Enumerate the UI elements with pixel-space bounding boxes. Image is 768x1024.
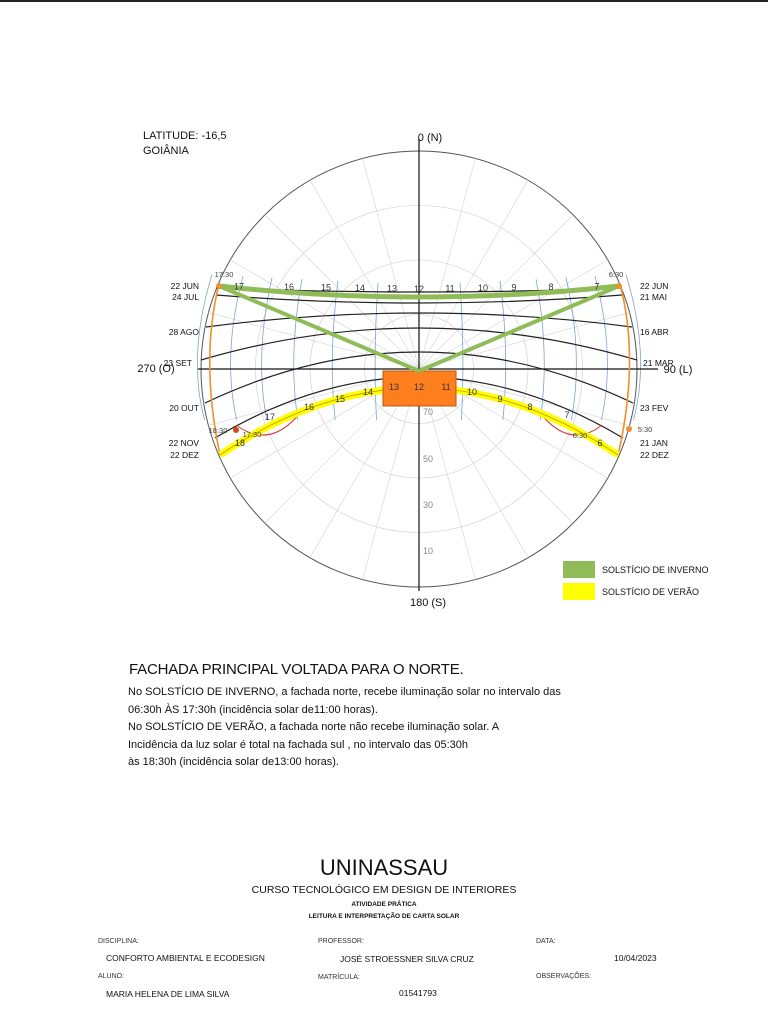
altitude-label: 10	[422, 546, 434, 556]
text-line: 06:30h ÀS 17:30h (incidência solar de11:00 horas).	[128, 703, 378, 716]
hour-label-bottom: 7	[564, 410, 570, 420]
hour-line	[595, 276, 607, 420]
compass-north: 0 (N)	[417, 132, 443, 144]
date-label-left: 24 JUL	[172, 292, 199, 302]
professor-label: PROFESSOR:	[318, 938, 364, 945]
azimuth-line	[419, 313, 630, 369]
altitude-label: 50	[422, 454, 434, 464]
text-line: às 18:30h (incidência solar de13:00 horas).	[128, 756, 339, 769]
hour-label-top: 8	[548, 282, 554, 293]
discipline-label: DISCIPLINA:	[98, 938, 139, 945]
task-title: LEITURA E INTERPRETAÇÃO DE CARTA SOLAR	[308, 913, 460, 920]
date-label-right: 23 FEV	[640, 403, 669, 413]
hour-label-top: 17	[233, 281, 245, 292]
text-paragraph	[128, 684, 561, 772]
hour-label-bottom: 8	[527, 402, 533, 412]
date-label-right: 21 MAI	[640, 292, 667, 302]
compass-east: 90 (L)	[663, 364, 693, 376]
date-label-left: 20 OUT	[169, 403, 199, 413]
date-label-left: 22 NOV	[168, 438, 199, 448]
text-line: No SOLSTÍCIO DE VERÃO, a fachada norte não recebe iluminação solar. A	[128, 721, 500, 734]
date-label-left: 28 AGO	[168, 327, 199, 337]
observations-label: OBSERVAÇÕES:	[536, 973, 591, 980]
time-label: 6:30	[608, 270, 624, 279]
hour-label-top: 16	[283, 282, 295, 293]
city-label: GOIÂNIA	[143, 145, 189, 157]
time-dot	[616, 283, 622, 289]
legend-swatch-summer	[563, 583, 595, 600]
hour-line	[231, 276, 243, 420]
hour-label-top: 15	[320, 282, 332, 293]
compass-south: 180 (S)	[409, 597, 447, 609]
date-label: DATA:	[536, 938, 556, 945]
date-label-right: 16 ABR	[640, 327, 669, 337]
hour-label-top: 14	[354, 283, 366, 294]
altitude-label: 70	[422, 407, 434, 417]
altitude-label: 30	[422, 500, 434, 510]
text-heading: FACHADA PRINCIPAL VOLTADA PARA O NORTE.	[129, 661, 464, 678]
date-label-right: 22 DEZ	[640, 450, 669, 460]
hour-label-bottom: 13	[388, 382, 400, 392]
hour-label-top: 10	[477, 283, 489, 294]
time-label: 17:30	[214, 270, 234, 279]
azimuth-line	[419, 158, 475, 369]
latitude-label: LATITUDE: -16,5	[143, 130, 227, 142]
hour-label-bottom: 9	[497, 394, 503, 404]
hour-label-bottom: 11	[441, 382, 451, 392]
hour-label-bottom: 17	[264, 412, 276, 422]
time-dot	[216, 283, 222, 289]
activity-title: ATIVIDADE PRÁTICA	[351, 901, 417, 908]
legend-label-winter: SOLSTÍCIO DE INVERNO	[602, 565, 709, 575]
date-label-left: 22 JUN	[170, 281, 199, 291]
time-dot	[233, 427, 239, 433]
hour-label-top: 12	[413, 284, 425, 294]
date-label-left: 22 DEZ	[170, 450, 199, 460]
legend-swatch-winter	[563, 561, 595, 578]
time-label: 6:30	[572, 431, 588, 440]
legend-label-summer: SOLSTÍCIO DE VERÃO	[602, 587, 700, 597]
compass-west: 270 (O)	[137, 363, 175, 375]
hour-label-top: 13	[386, 283, 398, 294]
grid-layer	[197, 139, 658, 591]
hour-label-top: 11	[445, 283, 455, 294]
sun-path-diagram	[0, 120, 768, 620]
text-line: No SOLSTÍCIO DE INVERNO, a fachada norte, recebe iluminação solar no intervalo das	[128, 686, 561, 698]
hour-label-bottom: 14	[362, 387, 374, 397]
text-line: Incidência da luz solar é total na fachada sul , no intervalo das 05:30h	[128, 738, 469, 751]
institution-title: UNINASSAU	[319, 855, 449, 880]
time-label: 17:30	[242, 430, 262, 439]
time-label: 5:30	[637, 425, 653, 434]
registration-value: 01541793	[399, 988, 437, 998]
date-label-right: 21 JAN	[640, 438, 668, 448]
registration-label: MATRÍCULA:	[318, 974, 360, 981]
student-value: MARIA HELENA DE LIMA SILVA	[106, 989, 230, 999]
date-label-right: 22 JUN	[640, 281, 669, 291]
hour-label-bottom: 6	[597, 438, 603, 448]
azimuth-line	[419, 180, 528, 369]
top-border	[0, 0, 768, 2]
course-title: CURSO TECNOLÓGICO EM DESIGN DE INTERIORES	[251, 884, 517, 896]
hour-label-bottom: 18	[234, 438, 246, 448]
date-label-left: 23 SET	[163, 358, 192, 368]
hour-label-top: 7	[594, 281, 600, 292]
azimuth-line	[208, 313, 419, 369]
hour-label-bottom: 10	[466, 387, 478, 397]
time-dot	[626, 426, 632, 432]
hour-label-top: 9	[511, 282, 517, 293]
professor-value: JOSÉ STROESSNER SILVA CRUZ	[340, 954, 474, 964]
discipline-value: CONFORTO AMBIENTAL E ECODESIGN	[106, 953, 265, 963]
hour-label-bottom: 12	[413, 382, 425, 392]
time-label: 18:30	[208, 426, 228, 435]
azimuth-line	[310, 180, 419, 369]
date-label-right: 21 MAR	[643, 358, 674, 368]
hour-label-bottom: 16	[303, 402, 315, 412]
date-value: 10/04/2023	[614, 953, 657, 963]
hour-label-bottom: 15	[334, 394, 346, 404]
student-label: ALUNO:	[98, 973, 125, 980]
azimuth-line	[363, 158, 419, 369]
